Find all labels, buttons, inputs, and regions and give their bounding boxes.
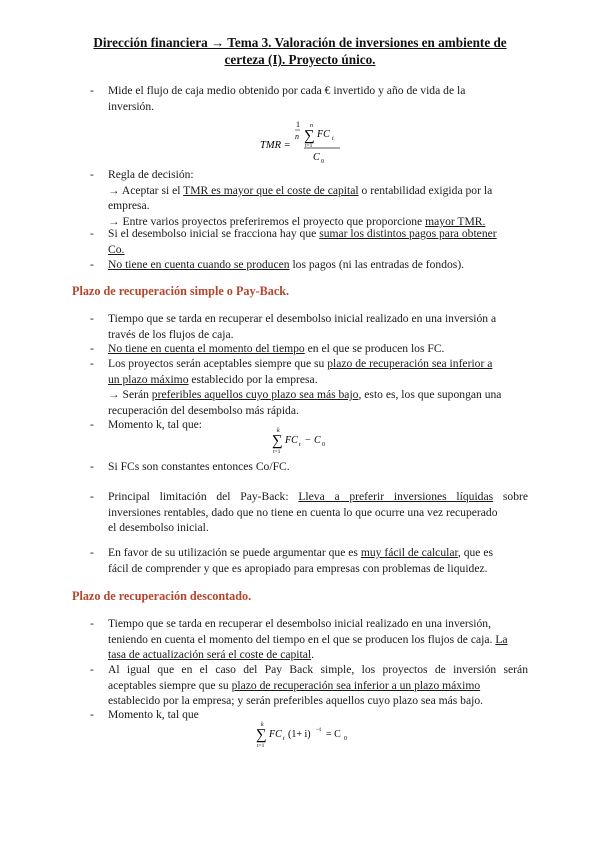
formula-one: 1 — [296, 120, 300, 129]
bullet: - — [90, 460, 94, 473]
bullet: - — [90, 663, 94, 676]
tmr-item-decision: Regla de decisión: → Aceptar si el TMR es mayor que el coste de capital o rentabilidad exigida por la empresa. → Entre varios proyectos preferiremos el proyecto que proporcione mayor TMR. — [108, 168, 493, 228]
formula-sum-top: k — [277, 428, 280, 434]
tmr-formula — [260, 116, 350, 171]
formula-minus: − — [305, 435, 311, 446]
formula-sub-0: 0 — [344, 736, 347, 742]
bullet: - — [90, 84, 94, 97]
formula-sub-t: t — [332, 136, 334, 142]
formula-sub-t: t — [283, 736, 285, 742]
sigma-icon: ∑ — [304, 128, 315, 144]
formula-sum-top: n — [310, 123, 313, 129]
bullet: - — [90, 258, 94, 271]
payback-item-acceptance: Los proyectos serán aceptables siempre que su plazo de recuperación sea inferior a un plazo máximo establecido por la empresa. → Serán preferibles aquellos cuyo plazo sea más bajo, esto es, los que supongan una recuperación del desembolso más rápida. — [108, 357, 502, 417]
tmr-item-timing: No tiene en cuenta cuando se producen los pagos (ni las entradas de fondos). — [108, 258, 465, 271]
formula-sum-bottom: t=1 — [273, 449, 281, 455]
tmr-item-definition: Mide el flujo de caja medio obtenido por cada € invertido y año de vida de la inversión. — [108, 84, 466, 113]
bullet: - — [90, 357, 94, 370]
discounted-formula — [254, 718, 364, 757]
sigma-icon: ∑ — [256, 727, 267, 743]
payback-item-limitation: Principal limitación del Pay-Back: Lleva a preferir inversiones líquidas sobre inversiones rentables, dado que no tiene en cuenta lo que ocurre una vez recuperado el desembolso inicial. — [108, 490, 529, 535]
section-heading-discounted: Plazo de recuperación descontado. — [72, 589, 252, 603]
formula-sub-t: t — [299, 442, 301, 448]
payback-item-favor: En favor de su utilización se puede argumentar que es muy fácil de calcular, que es fácil de comprender y que es apropiado para empresas con problemas de liquidez. — [108, 546, 493, 575]
payback-item-definition: Tiempo que se tarda en recuperar el desembolso inicial realizado en una inversión a través de los flujos de caja. — [108, 312, 497, 341]
document-title — [60, 34, 540, 68]
formula-c: C — [314, 435, 321, 446]
formula-n: n — [295, 132, 299, 141]
formula-sum-bottom: t=1 — [305, 143, 313, 149]
formula-lhs: TMR = — [260, 140, 291, 151]
bullet: - — [90, 342, 94, 355]
formula-den: C — [313, 152, 320, 163]
bullet: - — [90, 168, 94, 181]
section-heading-payback: Plazo de recuperación simple o Pay-Back. — [72, 284, 290, 298]
formula-sum-bottom: t=1 — [257, 743, 265, 749]
payback-formula — [270, 424, 340, 463]
discounted-item-acceptance: Al igual que en el caso del Pay Back simple, los proyectos de inversión serán aceptables siempre que su plazo de recuperación sea inferior a un plazo máximo establecido por la empresa; y serán preferibles aquellos cuyo plazo sea más bajo. — [108, 663, 528, 708]
payback-item-timing: No tiene en cuenta el momento del tiempo en el que se producen los FC. — [108, 342, 445, 355]
title-line-2: certeza (I). Proyecto único. — [224, 52, 376, 67]
formula-sum-top: k — [261, 722, 264, 728]
bullet: - — [90, 418, 94, 431]
payback-item-constant: Si FCs son constantes entonces Co/FC. — [108, 460, 290, 473]
sigma-icon: ∑ — [272, 433, 283, 449]
tmr-item-fraction: Si el desembolso inicial se fracciona hay que sumar los distintos pagos para obtener Co. — [108, 227, 497, 256]
bullet: - — [90, 546, 94, 559]
formula-eq: = C — [326, 729, 341, 740]
bullet: - — [90, 708, 94, 721]
discounted-item-definition: Tiempo que se tarda en recuperar el desembolso inicial realizado en una inversión, teniendo en cuenta el momento del tiempo en el que se producen los flujos de caja. La tasa de actualización será el coste de capital. — [108, 617, 508, 662]
bullet: - — [90, 617, 94, 630]
bullet: - — [90, 490, 94, 503]
formula-paren: (1+ i) — [288, 729, 311, 740]
payback-item-moment: Momento k, tal que: — [108, 418, 203, 431]
formula-exp: −t — [316, 727, 322, 733]
formula-fc: FC — [285, 435, 298, 446]
bullet: - — [90, 227, 94, 240]
formula-fc: FC — [269, 729, 282, 740]
discounted-item-moment: Momento k, tal que — [108, 708, 199, 721]
formula-fc: FC — [317, 129, 330, 140]
formula-sub-0: 0 — [321, 159, 324, 165]
formula-sub-0: 0 — [322, 442, 325, 448]
title-line-1: Dirección financiera → Tema 3. Valoración de inversiones en ambiente de — [93, 35, 507, 50]
bullet: - — [90, 312, 94, 325]
